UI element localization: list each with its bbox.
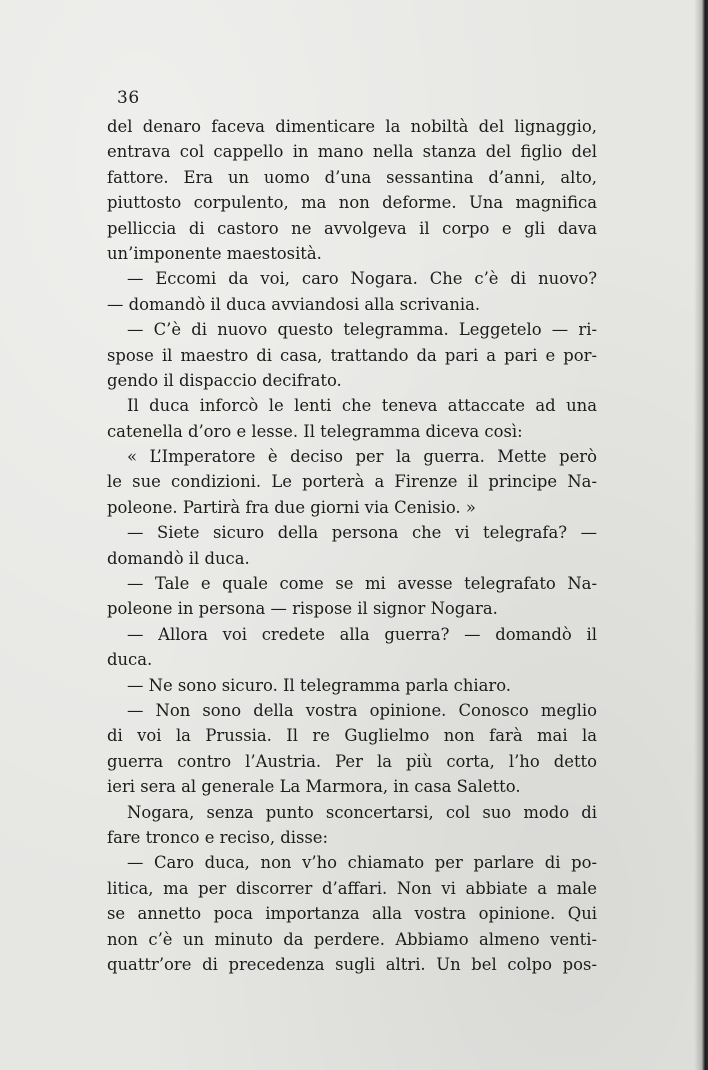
- book-spine-edge: [694, 0, 708, 1070]
- text-line: — C’è di nuovo questo telegramma. Leggetelo — ri-: [127, 320, 597, 340]
- text-line: spose il maestro di casa, trattando da pari a pari e por-: [107, 345, 597, 365]
- text-line: fattore. Era un uomo d’una sessantina d’anni, alto,: [107, 167, 597, 187]
- text-line: — Ne sono sicuro. Il telegramma parla chiaro.: [127, 675, 512, 695]
- text-line: quattr’ore di precedenza sugli altri. Un bel colpo pos-: [107, 954, 597, 974]
- text-line: — Eccomi da voi, caro Nogara. Che c’è di nuovo?: [127, 269, 597, 289]
- text-line: — Siete sicuro della persona che vi telegrafa? —: [127, 523, 597, 543]
- text-line: — Tale e quale come se mi avesse telegrafato Na-: [127, 574, 597, 594]
- body-text: [107, 114, 597, 977]
- text-line: poleone. Partirà fra due giorni via Cenisio. »: [107, 497, 476, 517]
- text-line: — Allora voi credete alla guerra? — domandò il: [127, 624, 597, 644]
- text-line: del denaro faceva dimenticare la nobiltà del lignaggio,: [107, 117, 597, 136]
- text-line: duca.: [107, 650, 153, 670]
- text-line: di voi la Prussia. Il re Guglielmo non farà mai la: [107, 726, 597, 746]
- text-line: pelliccia di castoro ne avvolgeva il corpo e gli dava: [107, 218, 597, 238]
- text-line: poleone in persona — rispose il signor Nogara.: [107, 599, 498, 619]
- text-line: « L’Imperatore è deciso per la guerra. Mette però: [127, 447, 597, 467]
- text-line: le sue condizioni. Le porterà a Firenze il principe Na-: [107, 472, 597, 492]
- text-line: guerra contro l’Austria. Per la più corta, l’ho detto: [107, 751, 597, 771]
- text-line: — Caro duca, non v’ho chiamato per parlare di po-: [127, 853, 597, 873]
- text-line: — domandò il duca avviandosi alla scrivania.: [107, 294, 481, 314]
- text-line: ieri sera al generale La Marmora, in casa Saletto.: [107, 777, 521, 797]
- text-line: un’imponente maestosità.: [107, 243, 322, 263]
- text-line: piuttosto corpulento, ma non deforme. Una magnifica: [107, 193, 597, 213]
- text-line: non c’è un minuto da perdere. Abbiamo almeno venti-: [107, 929, 597, 949]
- text-line: Il duca inforcò le lenti che teneva attaccate ad una: [127, 396, 597, 416]
- page-number: 36: [117, 88, 140, 108]
- text-line: litica, ma per discorrer d’affari. Non vi abbiate a male: [107, 878, 597, 898]
- text-line: Nogara, senza punto sconcertarsi, col suo modo di: [127, 802, 597, 822]
- text-line: fare tronco e reciso, disse:: [107, 827, 329, 847]
- text-line: — Non sono della vostra opinione. Conosco meglio: [127, 700, 597, 720]
- text-line: entrava col cappello in mano nella stanza del figlio del: [107, 142, 597, 162]
- text-line: catenella d’oro e lesse. Il telegramma diceva così:: [107, 421, 523, 441]
- text-line: domandò il duca.: [107, 548, 250, 568]
- text-line: se annetto poca importanza alla vostra opinione. Qui: [107, 904, 597, 924]
- text-line: gendo il dispaccio decifrato.: [107, 370, 342, 390]
